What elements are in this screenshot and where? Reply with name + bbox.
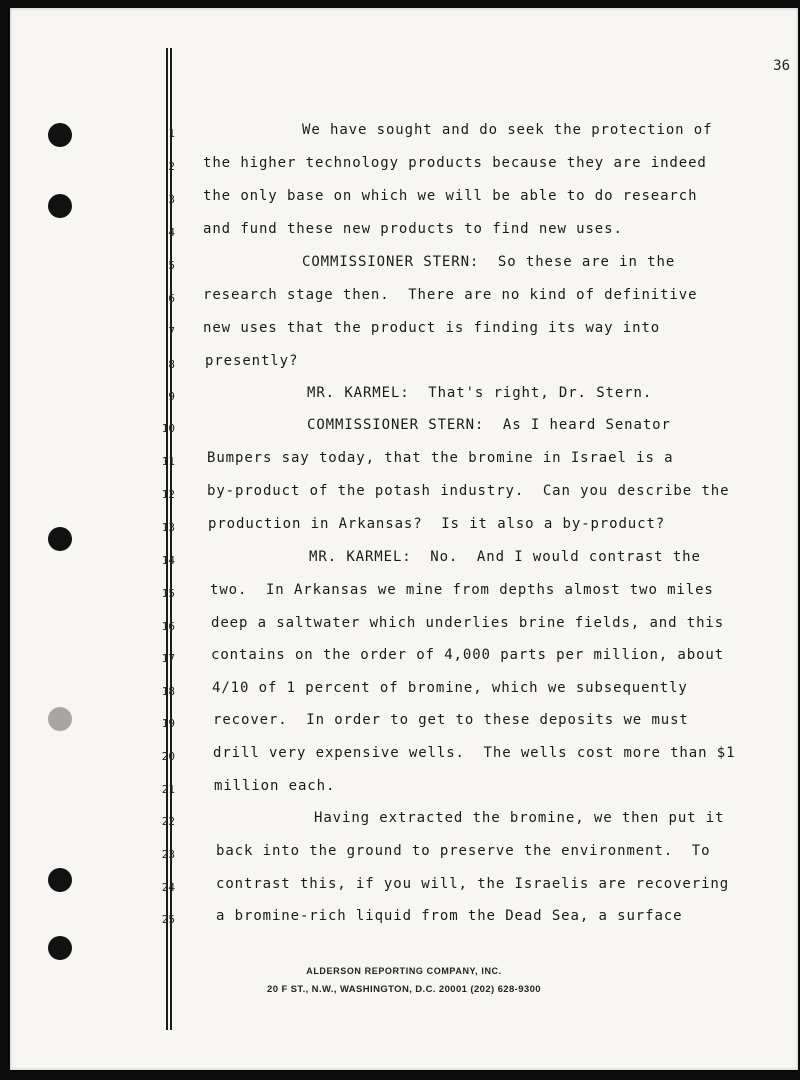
- line-number: 8: [168, 358, 175, 371]
- line-text: the only base on which we will be able to do research: [203, 188, 698, 204]
- line-number: 11: [161, 455, 175, 468]
- line-text: MR. KARMEL: That's right, Dr. Stern.: [307, 385, 653, 401]
- line-text: and fund these new products to find new uses.: [203, 221, 623, 237]
- transcript-line: [10, 383, 798, 415]
- line-number: 5: [168, 259, 175, 272]
- line-number: 6: [168, 292, 175, 305]
- line-number: 22: [161, 815, 175, 828]
- line-number: 1: [168, 127, 175, 140]
- line-number: 3: [168, 193, 175, 206]
- transcript-line: [10, 547, 798, 579]
- line-number: 9: [168, 390, 175, 403]
- line-number: 10: [161, 422, 175, 435]
- line-text: by-product of the potash industry. Can you describe the: [207, 483, 730, 499]
- line-text: presently?: [205, 353, 299, 369]
- transcript-line: [10, 743, 798, 775]
- transcript-line: [10, 285, 798, 317]
- line-text: the higher technology products because they are indeed: [203, 155, 707, 171]
- line-number: 23: [161, 848, 175, 861]
- line-text: contrast this, if you will, the Israelis are recovering: [216, 876, 730, 892]
- line-number: 17: [161, 652, 175, 665]
- line-text: a bromine-rich liquid from the Dead Sea, a surface: [216, 908, 683, 924]
- line-number: 12: [161, 488, 175, 501]
- line-number: 14: [161, 554, 175, 567]
- line-number: 13: [161, 521, 175, 534]
- line-text: Having extracted the bromine, we then put it: [314, 810, 725, 826]
- transcript-line: [10, 318, 798, 350]
- line-number: 24: [161, 881, 175, 894]
- transcript-line: [10, 613, 798, 645]
- line-number: 20: [161, 750, 175, 763]
- line-text: We have sought and do seek the protection of: [302, 122, 713, 138]
- line-text: million each.: [214, 778, 336, 794]
- transcript-line: [10, 678, 798, 710]
- transcript-line: [10, 514, 798, 546]
- transcript-line: [10, 448, 798, 480]
- line-number: 7: [168, 325, 175, 338]
- line-number: 15: [161, 587, 175, 600]
- transcript-line: [10, 645, 798, 677]
- footer-address: 20 F ST., N.W., WASHINGTON, D.C. 20001 (202) 628-9300: [267, 984, 541, 995]
- line-number: 16: [161, 620, 175, 633]
- line-text: Bumpers say today, that the bromine in Israel is a: [207, 450, 674, 466]
- transcript-line: [10, 252, 798, 284]
- transcript-page: [10, 8, 798, 1070]
- line-text: research stage then. There are no kind of definitive: [203, 287, 698, 303]
- transcript-line: [10, 710, 798, 742]
- line-text: 4/10 of 1 percent of bromine, which we subsequently: [212, 680, 688, 696]
- line-text: COMMISSIONER STERN: So these are in the: [302, 254, 676, 270]
- line-text: contains on the order of 4,000 parts per million, about: [211, 647, 725, 663]
- line-number: 21: [161, 783, 175, 796]
- punch-hole: [48, 936, 72, 960]
- line-number: 2: [168, 160, 175, 173]
- transcript-line: [10, 481, 798, 513]
- transcript-line: [10, 874, 798, 906]
- transcript-line: [10, 153, 798, 185]
- line-number: 18: [161, 685, 175, 698]
- transcript-line: [10, 906, 798, 938]
- transcript-line: [10, 415, 798, 447]
- line-text: MR. KARMEL: No. And I would contrast the: [309, 549, 701, 565]
- line-number: 25: [161, 913, 175, 926]
- transcript-line: [10, 580, 798, 612]
- transcript-line: [10, 186, 798, 218]
- line-text: production in Arkansas? Is it also a by-product?: [208, 516, 666, 532]
- transcript-line: [10, 841, 798, 873]
- line-text: drill very expensive wells. The wells cost more than $1: [213, 745, 736, 761]
- line-text: back into the ground to preserve the environment. To: [216, 843, 711, 859]
- transcript-line: [10, 808, 798, 840]
- line-number: 19: [161, 717, 175, 730]
- footer-company: ALDERSON REPORTING COMPANY, INC.: [306, 966, 502, 976]
- transcript-line: [10, 120, 798, 152]
- line-text: recover. In order to get to these deposits we must: [213, 712, 689, 728]
- line-text: two. In Arkansas we mine from depths almost two miles: [210, 582, 714, 598]
- line-text: COMMISSIONER STERN: As I heard Senator: [307, 417, 671, 433]
- transcript-line: [10, 351, 798, 383]
- line-text: new uses that the product is finding its way into: [203, 320, 661, 336]
- page-number: 36: [773, 58, 790, 74]
- transcript-line: [10, 219, 798, 251]
- transcript-line: [10, 776, 798, 808]
- line-text: deep a saltwater which underlies brine fields, and this: [211, 615, 725, 631]
- line-number: 4: [168, 226, 175, 239]
